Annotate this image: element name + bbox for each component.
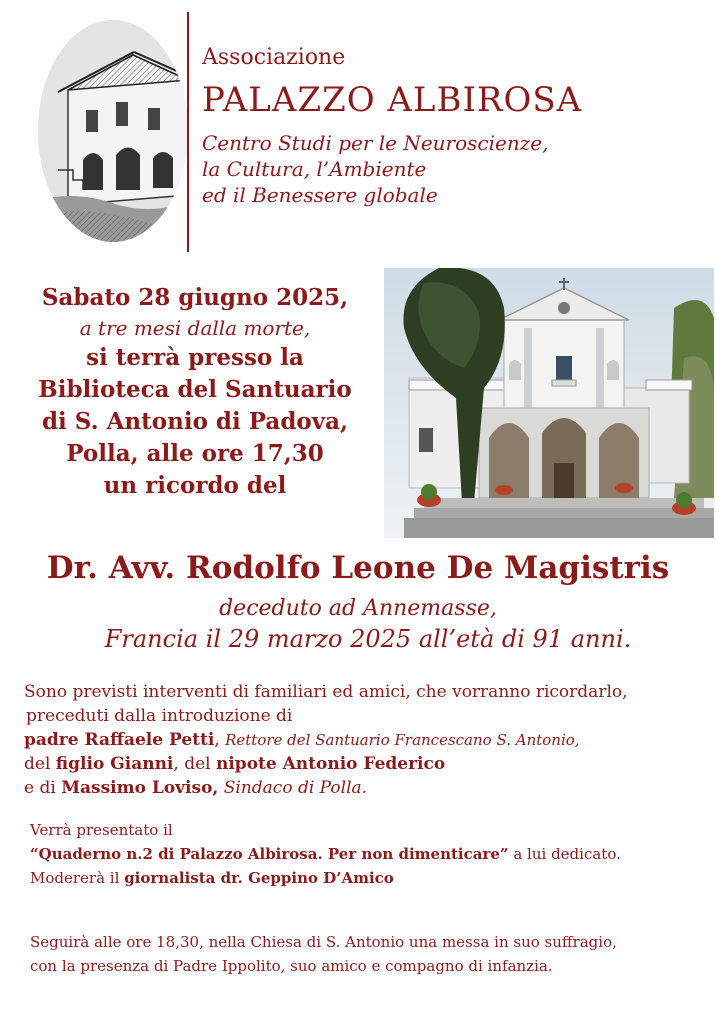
tagline-line: Centro Studi per le Neuroscienze, [202,131,549,155]
paragraph-line: Seguirà alle ore 18,30, nella Chiesa di S. Antonio una messa in suo suffragio, [30,933,617,951]
speaker-name: Massimo Loviso, [61,778,219,798]
event-subtitle: a tre mesi dalla morte, [79,316,311,340]
event-line: un ricordo del [103,472,287,499]
tagline [202,130,682,208]
book-paragraph [30,818,716,890]
death-line: deceduto ad Annemasse, [219,596,497,621]
moderator-name: giornalista dr. Geppino D’Amico [124,869,394,887]
connector-text: del [24,754,51,774]
deceased-name: Dr. Avv. Rodolfo Leone De Magistris [46,550,670,586]
paragraph-line: con la presenza di Padre Ippolito, suo amico e compagno di infanzia. [30,957,553,975]
event-details [20,282,370,502]
header-divider [187,12,189,252]
book-suffix: a lui dedicato. [513,845,621,863]
death-info [0,594,716,654]
speaker-name: padre Raffaele Petti [24,730,215,750]
paragraph-line: preceduti dalla introduzione di [26,706,293,726]
death-line: Francia il 29 marzo 2025 all’età di 91 anni. [104,625,632,653]
speaker-line [24,752,714,776]
brand-title: PALAZZO ALBIROSA [202,80,583,120]
santuario-photo [384,268,714,538]
book-line [30,842,716,866]
moderator-prefix: Modererà il [30,869,120,887]
tagline-line: ed il Benessere globale [202,183,438,207]
speaker-role: Sindaco di Polla. [223,778,368,798]
book-title: “Quaderno n.2 di Palazzo Albirosa. Per non dimenticare” [30,845,509,863]
event-line: si terrà presso la [86,344,304,371]
paragraph-line: Verrà presentato il [30,821,173,839]
connector-text: e di [24,778,56,798]
speaker-line [24,776,714,800]
speaker-name: nipote Antonio Federico [215,754,446,774]
tagline-line: la Cultura, l’Ambiente [202,157,427,181]
moderator-line [30,866,716,890]
connector-text: , del [173,754,211,774]
event-line: di S. Antonio di Padova, [41,408,349,435]
speaker-line: padre Raffaele Petti, Rettore del Santuario Francescano S. Antonio, [24,730,580,750]
speaker-role: Rettore del Santuario Francescano S. Antonio, [225,731,580,749]
speaker-name: figlio Gianni [55,754,174,774]
event-line: Polla, alle ore 17,30 [66,440,324,467]
speakers-paragraph [24,680,714,800]
paragraph-line: Sono previsti interventi di familiari ed amici, che vorranno ricordarlo, [24,682,628,702]
event-date: Sabato 28 giugno 2025, [41,284,349,311]
association-label: Associazione [202,45,346,70]
event-line: Biblioteca del Santuario [38,376,352,403]
palazzo-sketch-logo [38,20,188,242]
mass-paragraph [30,930,716,978]
